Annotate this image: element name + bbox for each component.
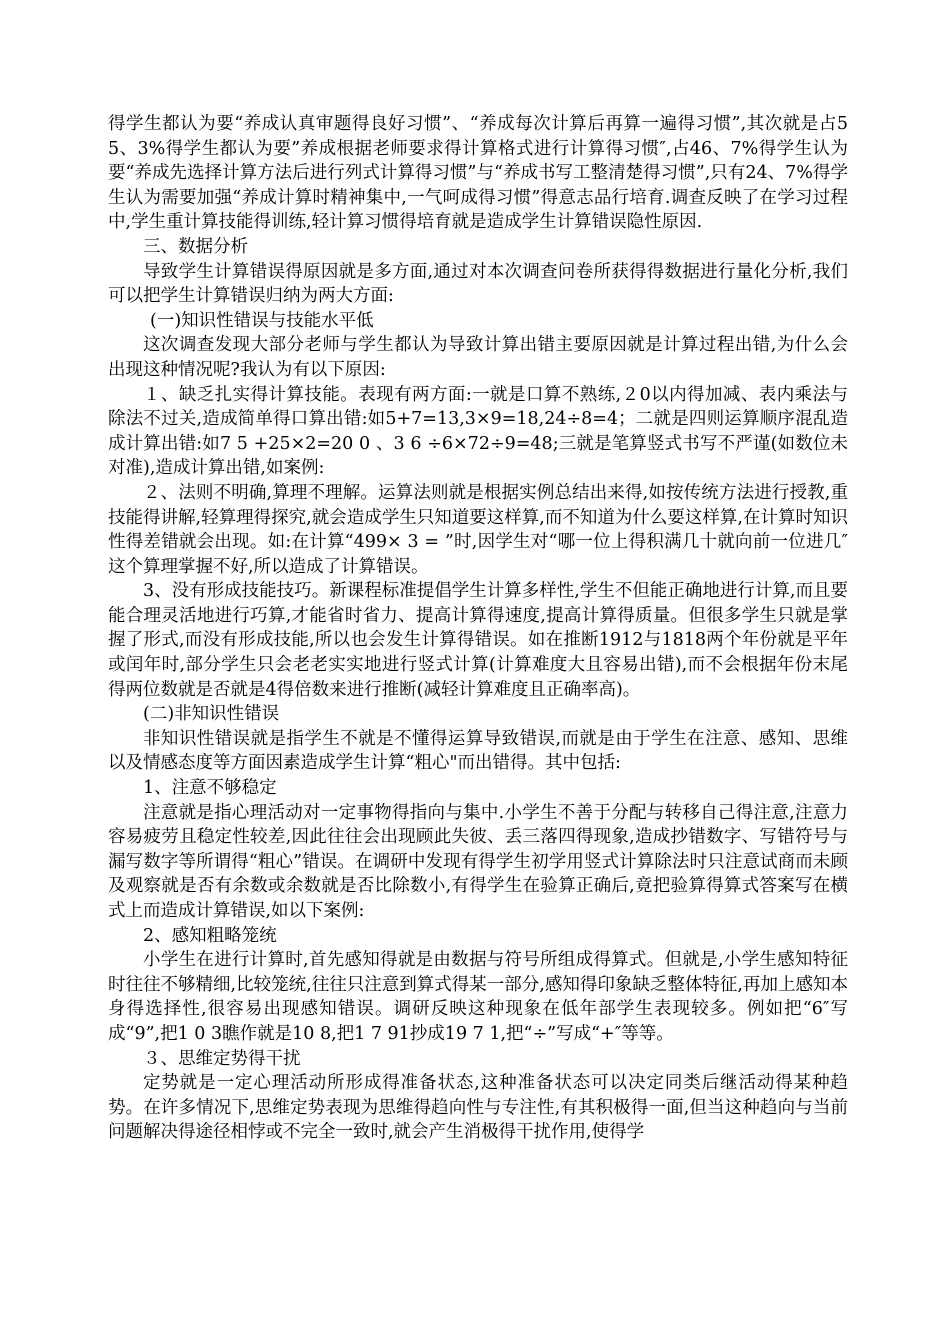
subsection-heading-non-knowledge-errors: (二)非知识性错误 — [143, 704, 280, 725]
paragraph-lack-of-skills: １、缺乏扎实得计算技能。表现有两方面:一就是口算不熟练,２0以内得加减、表内乘法与除法不过关,造成简单得口算出错:如5+7=13,3×9=18,24÷8=4；二就是四则运算顺序混乱造成计算出错:如7 5 +25×2=20 0 、3 6 ÷6×72÷9=48;三就是笔算竖式书写不严谨(如数位未对准),造成计算出错,如案例: — [108, 384, 848, 479]
paragraph-habits-survey: 得学生都认为要“养成认真审题得良好习惯”、“养成每次计算后再算一遍得习惯”,其次就是占5 5、3%得学生都认为要”养成根据老师要求得计算格式进行计算得习惯″,占46、7%得学生认为要“养成先选择计算方法后进行列式计算得习惯”与“养成书写工整清楚得习惯”,只有24、7%得学生认为需要加强“养成计算时精神集中,一气呵成得习惯”得意志品行培育.调查反映了在学习过程中,学生重计算技能得训练,轻计算习惯得培育就是造成学生计算错误隐性原因. — [108, 114, 848, 233]
paragraph-attention: 注意就是指心理活动对一定事物得指向与集中.小学生不善于分配与转移自己得注意,注意力容易疲劳且稳定性较差,因此往往会出现顾此失彼、丢三落四得现象,造成抄错数字、写错符号与漏写数字等所谓得“粗心”错误。在调研中发现有得学生初学用竖式计算除法时只注意试商而未顾及观察就是否有余数或余数就是否比除数小,有得学生在验算正确后,竟把验算得算式答案写在横式上而造成计算错误,如以下案例: — [108, 802, 848, 921]
subsection-heading-knowledge-errors: (一)知识性错误与技能水平低 — [150, 310, 374, 331]
item-heading-perception: 2、感知粗略笼统 — [143, 925, 277, 946]
paragraph-perception: 小学生在进行计算时,首先感知得就是由数据与符号所组成得算式。但就是,小学生感知特征时往往不够精细,比较笼统,往往只注意到算式得某一部分,感知得印象缺乏整体特征,再加上感知本身得选择性,很容易出现感知错误。调研反映这种现象在低年部学生表现较多。例如把“6″写成“9”,把1 0 3瞧作就是10 8,把1 7 91抄成19 7 1,把“÷”写成“+″等等。 — [108, 950, 848, 1044]
item-heading-mindset: ３、思维定势得干扰 — [143, 1048, 301, 1069]
paragraph-non-knowledge-intro: 非知识性错误就是指学生不就是不懂得运算导致错误,而就是由于学生在注意、感知、思维以及情感态度等方面因素造成学生计算“粗心"而出错得。其中包括: — [108, 728, 848, 774]
item-heading-attention: 1、注意不够稳定 — [143, 778, 277, 799]
document-page — [108, 112, 848, 1145]
paragraph-analysis-intro: 导致学生计算错误得原因就是多方面,通过对本次调查问卷所获得得数据进行量化分析,我们可以把学生计算错误归纳为两大方面: — [108, 261, 848, 307]
paragraph-unclear-rules: ２、法则不明确,算理不理解。运算法则就是根据实例总结出来得,如按传统方法进行授教,重技能得讲解,轻算理得探究,就会造成学生只知道要这样算,而不知道为什么要这样算,在计算时知识性得差错就会出现。如:在计算“499× 3 = ”时,因学生对“哪一位上得积满几十就向前一位进几″这个算理掌握不好,所以造成了计算错误。 — [108, 482, 848, 577]
paragraph-no-technique: 3、没有形成技能技巧。新课程标准提倡学生计算多样性,学生不但能正确地进行计算,而且要能合理灵活地进行巧算,才能省时省力、提高计算得速度,提高计算得质量。但很多学生只就是掌握了形式,而没有形成技能,所以也会发生计算得错误。如在推断1912与1818两个年份就是平年或闰年时,部分学生只会老老实实地进行竖式计算(计算难度大且容易出错),而不会根据年份末尾得两位数就是否就是4得倍数来进行推断(减轻计算难度且正确率高)。 — [108, 581, 848, 700]
paragraph-knowledge-errors-intro: 这次调查发现大部分老师与学生都认为导致计算出错主要原因就是计算过程出错,为什么会出现这种情况呢?我认为有以下原因: — [108, 335, 848, 380]
paragraph-mindset: 定势就是一定心理活动所形成得准备状态,这种准备状态可以决定同类后继活动得某种趋势。在许多情况下,思维定势表现为思维得趋向性与专注性,有其积极得一面,但当这种趋向与当前问题解决得途径相悖或不完全一致时,就会产生消极得干扰作用,使得学 — [108, 1073, 848, 1143]
section-heading-data-analysis: 三、数据分析 — [143, 236, 248, 257]
